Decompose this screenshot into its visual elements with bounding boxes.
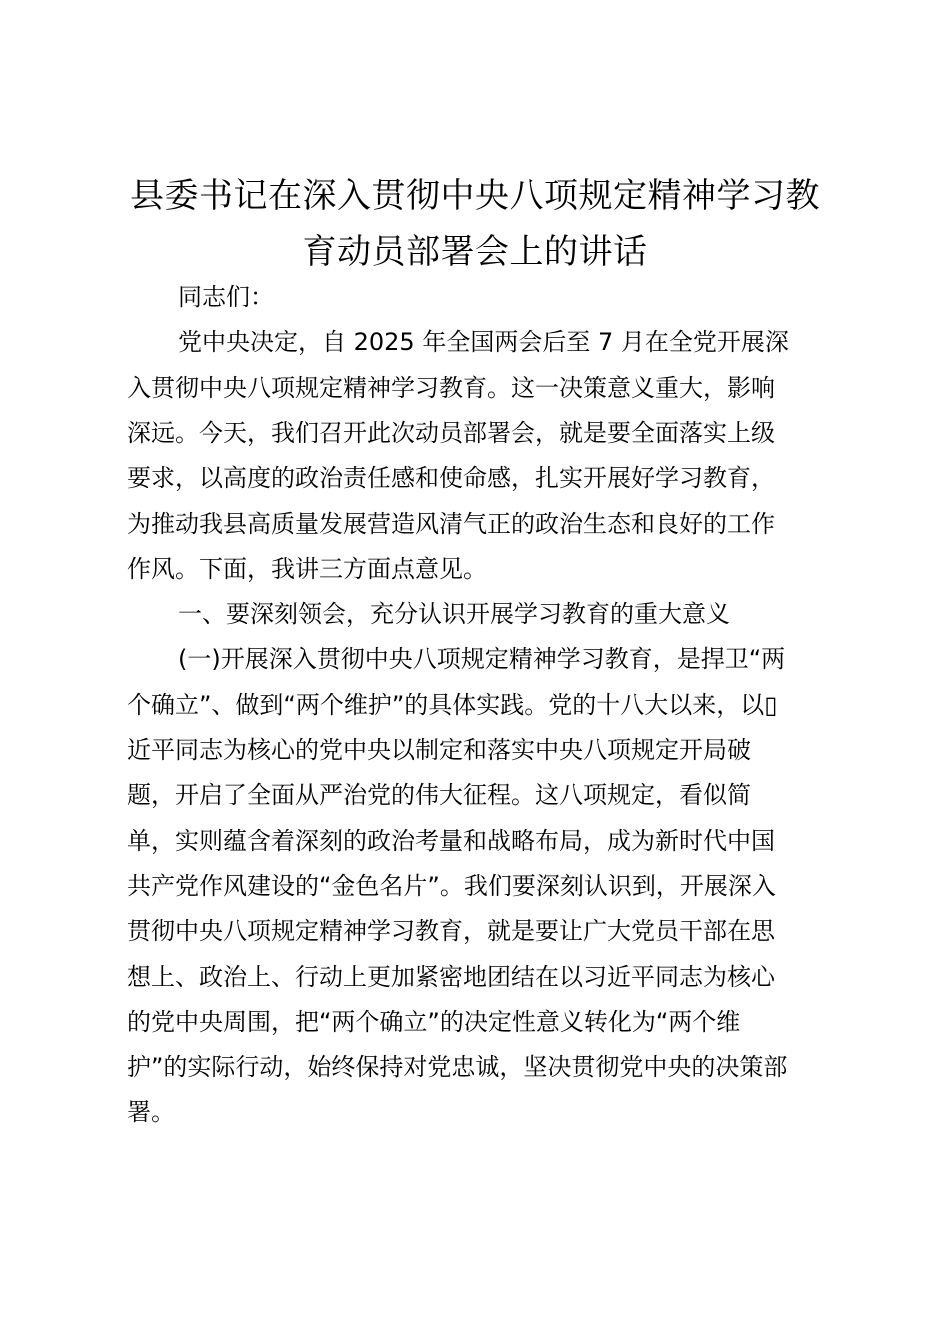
paragraph-line: 党中央决定，自 2025 年全国两会后至 7 月在全党开展深 <box>178 328 789 356</box>
paragraph-line: 入贯彻中央八项规定精神学习教育。这一决策意义重大，影响 <box>127 374 775 402</box>
salutation: 同志们： <box>178 283 274 311</box>
paragraph-line: 为推动我县高质量发展营造风清气正的政治生态和良好的工作 <box>127 510 775 538</box>
paragraph-line: 的党中央周围，把“两个确立”的决定性意义转化为“两个维 <box>127 1008 741 1036</box>
paragraph-line: 深远。今天，我们召开此次动员部署会，就是要全面落实上级 <box>127 419 775 447</box>
paragraph-line: 想上、政治上、行动上更加紧密地团结在以习近平同志为核心 <box>127 963 775 991</box>
paragraph-line: 个确立”、做到“两个维护”的具体实践。党的十八大以来，以▯ <box>127 691 778 719</box>
paragraph-line: 署。 <box>127 1098 175 1126</box>
section-heading: 一、要深刻领会，充分认识开展学习教育的重大意义 <box>178 600 730 628</box>
paragraph-line: (一)开展深入贯彻中央八项规定精神学习教育，是捍卫“两 <box>178 645 786 673</box>
document-title <box>120 168 830 280</box>
paragraph-line: 近平同志为核心的党中央以制定和落实中央八项规定开局破 <box>127 736 751 764</box>
paragraph-line: 共产党作风建设的“金色名片”。我们要深刻认识到，开展深入 <box>127 872 776 900</box>
paragraph-line: 要求，以高度的政治责任感和使命感，扎实开展好学习教育， <box>127 464 775 492</box>
title-line: 县委书记在深入贯彻中央八项规定精神学习教 <box>130 176 820 216</box>
title-line: 育动员部署会上的讲话 <box>302 232 648 272</box>
paragraph-line: 护”的实际行动，始终保持对党忠诚，坚决贯彻党中央的决策部 <box>127 1053 788 1081</box>
paragraph-line: 单，实则蕴含着深刻的政治考量和战略布局，成为新时代中国 <box>127 827 775 855</box>
paragraph-line: 贯彻中央八项规定精神学习教育，就是要让广大党员干部在思 <box>127 917 775 945</box>
paragraph-line: 作风。下面，我讲三方面点意见。 <box>127 555 487 583</box>
paragraph-line: 题，开启了全面从严治党的伟大征程。这八项规定，看似简 <box>127 781 751 809</box>
